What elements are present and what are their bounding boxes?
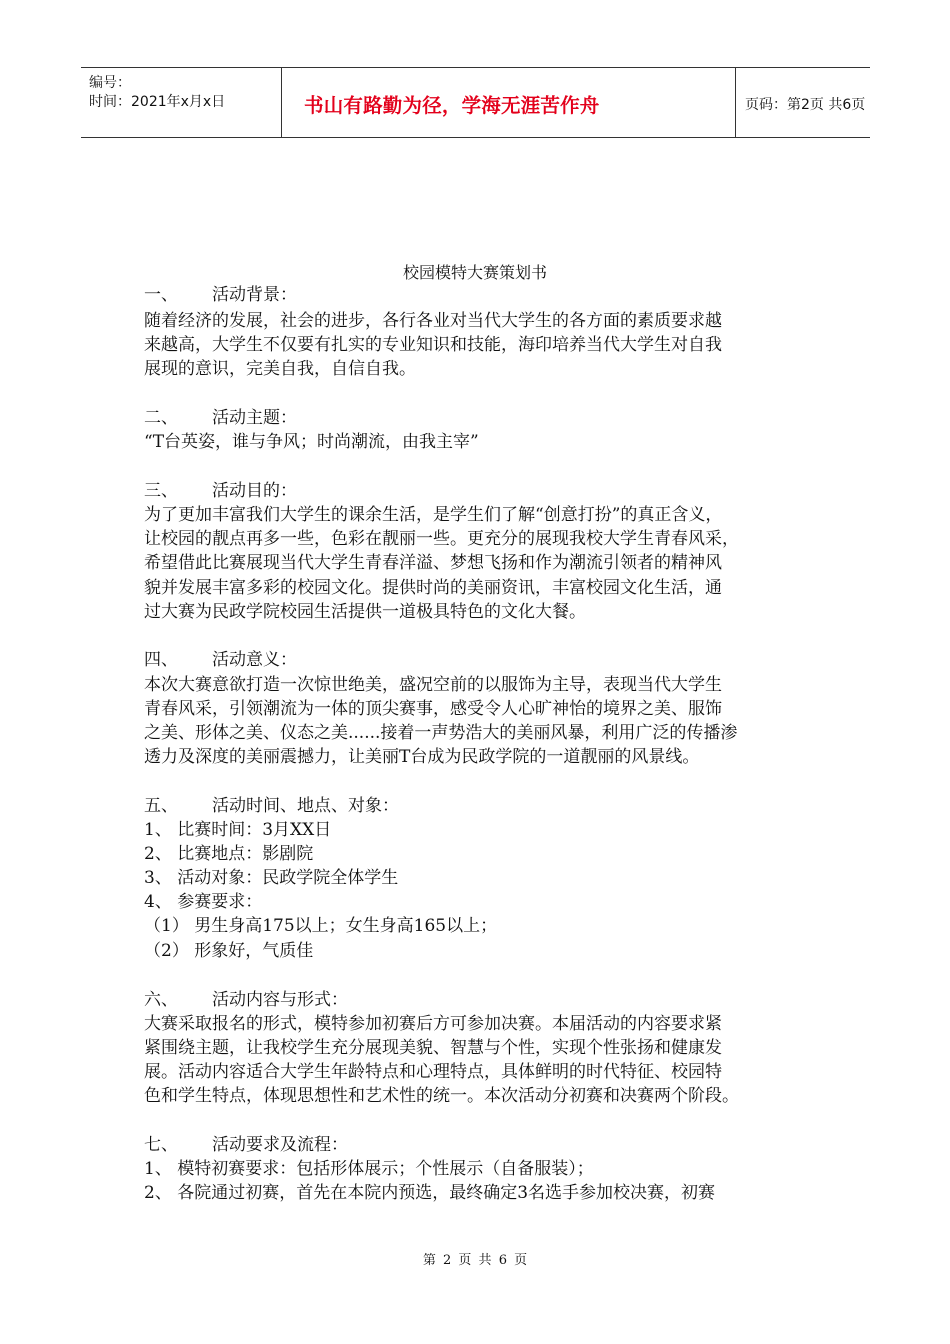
header-info-cell xyxy=(81,68,281,137)
body-line-text: （2） 形象好，气质佳 xyxy=(144,941,314,961)
body-line-text: 1、 模特初赛要求：包括形体展示；个性展示（自备服装）； xyxy=(144,1159,594,1179)
section-number: 三、 xyxy=(144,481,178,501)
header-table xyxy=(81,67,870,138)
section-heading-text: 活动意义： xyxy=(212,650,297,670)
body-line xyxy=(144,434,479,451)
section-heading xyxy=(144,287,297,304)
section-heading-text: 活动目的： xyxy=(212,481,297,501)
body-line xyxy=(144,846,313,863)
body-line xyxy=(144,870,398,887)
body-line-text: 2、 比赛地点：影剧院 xyxy=(144,844,314,864)
body-line xyxy=(144,604,586,621)
code-label: 编号： xyxy=(89,75,131,91)
section-heading-text: 活动主题： xyxy=(212,408,297,428)
body-line xyxy=(144,918,497,935)
body-line-text: 透力及深度的美丽震撼力，让美丽T台成为民政学院的一道靓丽的风景线。 xyxy=(144,747,700,767)
body-line-text: 展现的意识，完美自我，自信自我。 xyxy=(144,359,416,379)
body-line-text: 大赛采取报名的形式，模特参加初赛后方可参加决赛。本届活动的内容要求紧 xyxy=(144,1014,722,1034)
section-number: 六、 xyxy=(144,990,178,1010)
body-line xyxy=(144,943,313,960)
section-heading xyxy=(144,483,297,500)
section-number: 一、 xyxy=(144,285,178,305)
body-line xyxy=(144,531,739,548)
body-line xyxy=(144,725,737,742)
body-line-text: 青春风采，引领潮流为一体的顶尖赛事，感受令人心旷神怡的境界之美、服饰 xyxy=(144,699,722,719)
body-line xyxy=(144,894,262,911)
body-line-text: 4、 参赛要求： xyxy=(144,892,263,912)
body-line xyxy=(144,1185,715,1202)
body-line xyxy=(144,313,722,330)
page-info: 页码：第2页 共6页 xyxy=(745,97,866,113)
body-line-text: 色和学生特点，体现思想性和艺术性的统一。本次活动分初赛和决赛两个阶段。 xyxy=(144,1086,739,1106)
section-heading-text: 活动背景： xyxy=(212,285,297,305)
header-motto-cell xyxy=(281,68,736,137)
motto: 书山有路勤为径，学海无涯苦作舟 xyxy=(304,94,600,117)
body-line-text: （1） 男生身高175以上；女生身高165以上； xyxy=(144,916,498,936)
section-number: 五、 xyxy=(144,796,178,816)
body-line xyxy=(144,1064,722,1081)
body-line-text: 展。活动内容适合大学生年龄特点和心理特点，具体鲜明的时代特征、校园特 xyxy=(144,1062,722,1082)
body-line-text: 来越高，大学生不仅要有扎实的专业知识和技能，海印培养当代大学生对自我 xyxy=(144,335,722,355)
body-line xyxy=(144,1088,739,1105)
section-heading xyxy=(144,1137,348,1154)
body-line xyxy=(144,749,699,766)
body-line xyxy=(144,555,722,572)
body-line-text: 2、 各院通过初赛，首先在本院内预选，最终确定3名选手参加校决赛，初赛 xyxy=(144,1183,716,1203)
body-line xyxy=(144,1040,722,1057)
body-line-text: 希望借此比赛展现当代大学生青春洋溢、梦想飞扬和作为潮流引领者的精神风 xyxy=(144,553,722,573)
section-number: 七、 xyxy=(144,1135,178,1155)
body-line-text: “T台英姿，谁与争风；时尚潮流，由我主宰” xyxy=(144,432,479,452)
body-line xyxy=(144,822,331,839)
section-heading xyxy=(144,992,348,1009)
body-line-text: 貌并发展丰富多彩的校园文化。提供时尚的美丽资讯，丰富校园文化生活，通 xyxy=(144,578,722,598)
body-line xyxy=(144,361,416,378)
body-line-text: 1、 比赛时间：3月XX日 xyxy=(144,820,332,840)
body-line xyxy=(144,1161,594,1178)
body-line xyxy=(144,1016,722,1033)
body-line xyxy=(144,677,722,694)
body-line xyxy=(144,580,722,597)
date-label: 时间：2021年x月x日 xyxy=(89,94,226,110)
header-page-cell xyxy=(735,68,870,137)
body-line-text: 随着经济的发展，社会的进步，各行各业对当代大学生的各方面的素质要求越 xyxy=(144,311,722,331)
body-line-text: 之美、形体之美、仪态之美......接着一声势浩大的美丽风暴，利用广泛的传播渗 xyxy=(144,723,738,743)
section-heading-text: 活动要求及流程： xyxy=(212,1135,348,1155)
body-line xyxy=(144,337,722,354)
page-footer: 第 2 页 共 6 页 xyxy=(422,1253,528,1268)
body-line-text: 让校园的靓点再多一些，色彩在靓丽一些。更充分的展现我校大学生青春风采， xyxy=(144,529,739,549)
body-line-text: 过大赛为民政学院校园生活提供一道极具特色的文化大餐。 xyxy=(144,602,586,622)
section-heading-text: 活动内容与形式： xyxy=(212,990,348,1010)
section-heading xyxy=(144,410,297,427)
section-heading xyxy=(144,652,297,669)
body-line xyxy=(144,701,722,718)
section-number: 四、 xyxy=(144,650,178,670)
section-heading-text: 活动时间、地点、对象： xyxy=(212,796,399,816)
body-line xyxy=(144,507,722,524)
section-number: 二、 xyxy=(144,408,178,428)
document-title: 校园模特大赛策划书 xyxy=(402,263,547,282)
body-line-text: 紧围绕主题，让我校学生充分展现美貌、智慧与个性，实现个性张扬和健康发 xyxy=(144,1038,722,1058)
body-line-text: 3、 活动对象：民政学院全体学生 xyxy=(144,868,399,888)
body-line-text: 本次大赛意欲打造一次惊世绝美，盛况空前的以服饰为主导，表现当代大学生 xyxy=(144,675,722,695)
section-heading xyxy=(144,798,399,815)
body-line-text: 为了更加丰富我们大学生的课余生活，是学生们了解“创意打扮”的真正含义， xyxy=(144,505,723,525)
